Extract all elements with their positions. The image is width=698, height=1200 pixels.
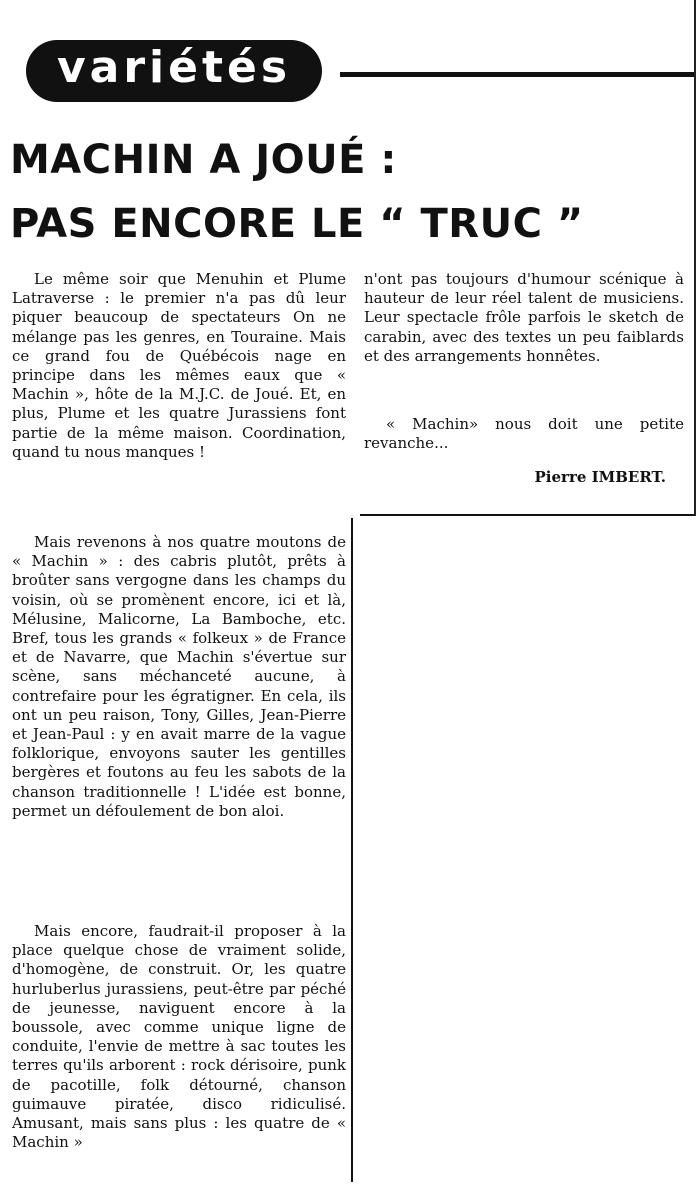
paragraph-text: Mais encore, faudrait-il proposer à la place quelque chose de vraiment solide, d'homogène, de construit. Or, les quatre hurluberlus jurassiens, peut-être par péché de jeunesse, naviguent encore à la boussole, avec comme unique ligne de conduite, l'envie de mettre à sac toutes les terres qu'ils arborent : rock dérisoire, punk de pacotille, folk détourné, chanson guimauve piratée, disco ridiculisé. Amusant, mais sans plus : les quatre de « Machin »	[12, 922, 346, 1152]
end-rule	[360, 514, 694, 516]
column-divider	[351, 518, 353, 1182]
article-paragraph-5	[364, 415, 684, 453]
article-paragraph-2	[12, 533, 346, 821]
section-badge	[26, 40, 322, 102]
page-edge-rule	[694, 0, 696, 516]
section-header	[0, 36, 698, 116]
paragraph-text: « Machin» nous doit une petite revanche...	[364, 415, 684, 453]
headline	[10, 128, 680, 256]
headline-line-2: PAS ENCORE LE “ TRUC ”	[10, 201, 584, 247]
article-paragraph-1	[12, 270, 346, 462]
paragraph-text: Mais revenons à nos quatre moutons de « Machin » : des cabris plutôt, prêts à broûter sans vergogne dans les champs du voisin, où se promènent encore, ici et là, Mélusine, Malicorne, La Bamboche, etc. Bref, tous les grands « folkeux » de France et de Navarre, que Machin s'évertue sur scène, sans méchanceté aucune, à contrefaire pour les égratigner. En cela, ils ont un peu raison, Tony, Gilles, Jean-Pierre et Jean-Paul : y en avait marre de la vague folklorique, envoyons sauter les gentilles bergères et foutons au feu les sabots de la chanson traditionnelle ! L'idée est bonne, permet un défoulement de bon aloi.	[12, 533, 346, 820]
article-paragraph-3	[12, 922, 346, 1152]
headline-line-1: MACHIN A JOUÉ :	[10, 137, 397, 183]
author-signature: Pierre IMBERT.	[534, 468, 666, 486]
paragraph-text: n'ont pas toujours d'humour scénique à hauteur de leur réel talent de musiciens. Leur spectacle frôle parfois le sketch de carabin, avec des textes un peu faiblards et des arrangements honnêtes.	[364, 270, 684, 365]
article-paragraph-4	[364, 270, 684, 366]
section-label: variétés	[56, 42, 292, 93]
header-rule	[340, 72, 694, 77]
paragraph-text: Le même soir que Menuhin et Plume Latraverse : le premier n'a pas dû leur piquer beaucoup de spectateurs On ne mélange pas les genres, en Touraine. Mais ce grand fou de Québécois nage en principe dans les mêmes eaux que « Machin », hôte de la M.J.C. de Joué. Et, en plus, Plume et les quatre Jurassiens font partie de la même maison. Coordination, quand tu nous manques !	[12, 270, 346, 461]
